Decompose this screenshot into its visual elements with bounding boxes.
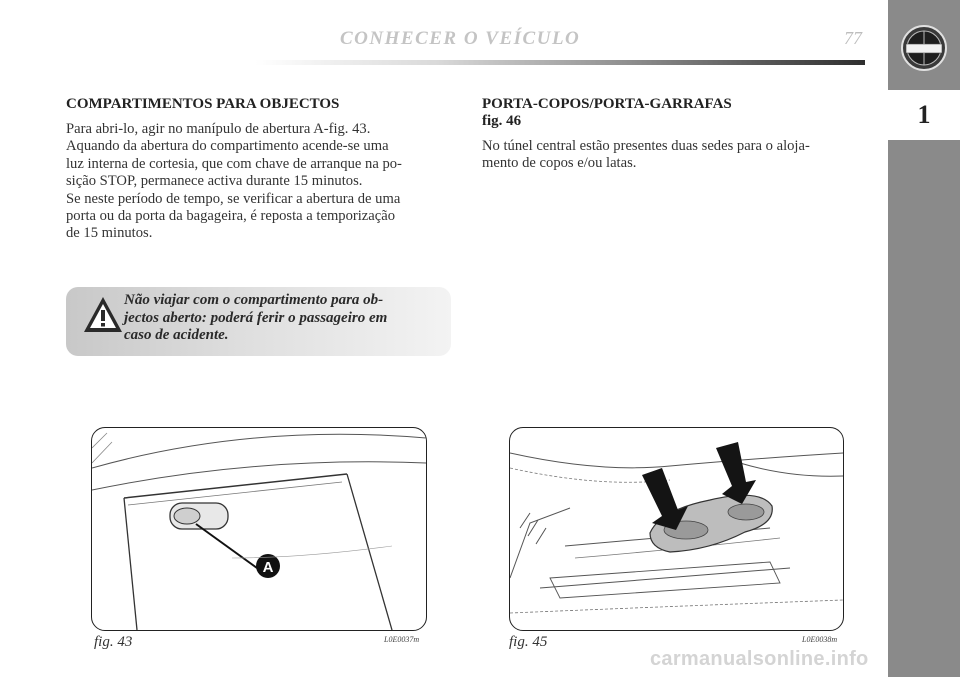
figure-45-code: L0E0038m [802,635,838,644]
page-header-title: CONHECER O VEÍCULO [340,28,581,49]
warning-text [124,292,446,345]
body-line: porta ou da porta da bagageira, é reposta a temporização [66,208,396,224]
section-heading-compartments: COMPARTIMENTOS PARA OBJECTOS [66,96,340,112]
body-line: mento de copos e/ou latas. [482,155,637,172]
chapter-tab[interactable]: 1 [888,90,960,140]
heading-fig-ref: fig. 46 [482,113,522,129]
callout-label-a: A [262,559,274,576]
figure-45-caption: fig. 45 [509,634,548,650]
body-line: de 15 minutos. [66,225,153,242]
header-rule [255,60,865,65]
figure-43-glovebox [91,427,427,631]
section-heading-cupholders [482,96,732,130]
body-line: Se neste período de tempo, se verificar a abertura de uma [66,190,401,207]
page-number: 77 [844,28,862,48]
cupholder-illustration [510,428,843,630]
warning-line: caso de acidente. [124,327,229,343]
body-line: luz interna de cortesia, que com chave de arranque na po- [66,155,402,172]
body-line: Aquando da abertura do compartimento acende-se uma [66,138,389,155]
heading-line: PORTA-COPOS/PORTA-GARRAFAS [482,96,732,112]
warning-line: Não viajar com o compartimento para ob- [124,292,384,308]
watermark: carmanualsonline.info [650,648,869,670]
figure-43-caption: fig. 43 [94,634,133,650]
figure-43-code: L0E0037m [384,635,420,644]
warning-box [66,287,451,356]
glovebox-illustration [92,428,426,630]
warning-line: jectos aberto: poderá ferir o passageiro em [124,309,388,326]
body-line: sição STOP, permanece activa durante 15 minutos. [66,173,363,190]
body-line: No túnel central estão presentes duas sedes para o aloja- [482,138,810,154]
body-line: Para abri-lo, agir no manípulo de abertura A-fig. 43. [66,121,371,137]
warning-triangle-icon [82,295,124,335]
lancia-logo [900,24,948,72]
figure-45-cupholders [509,427,844,631]
